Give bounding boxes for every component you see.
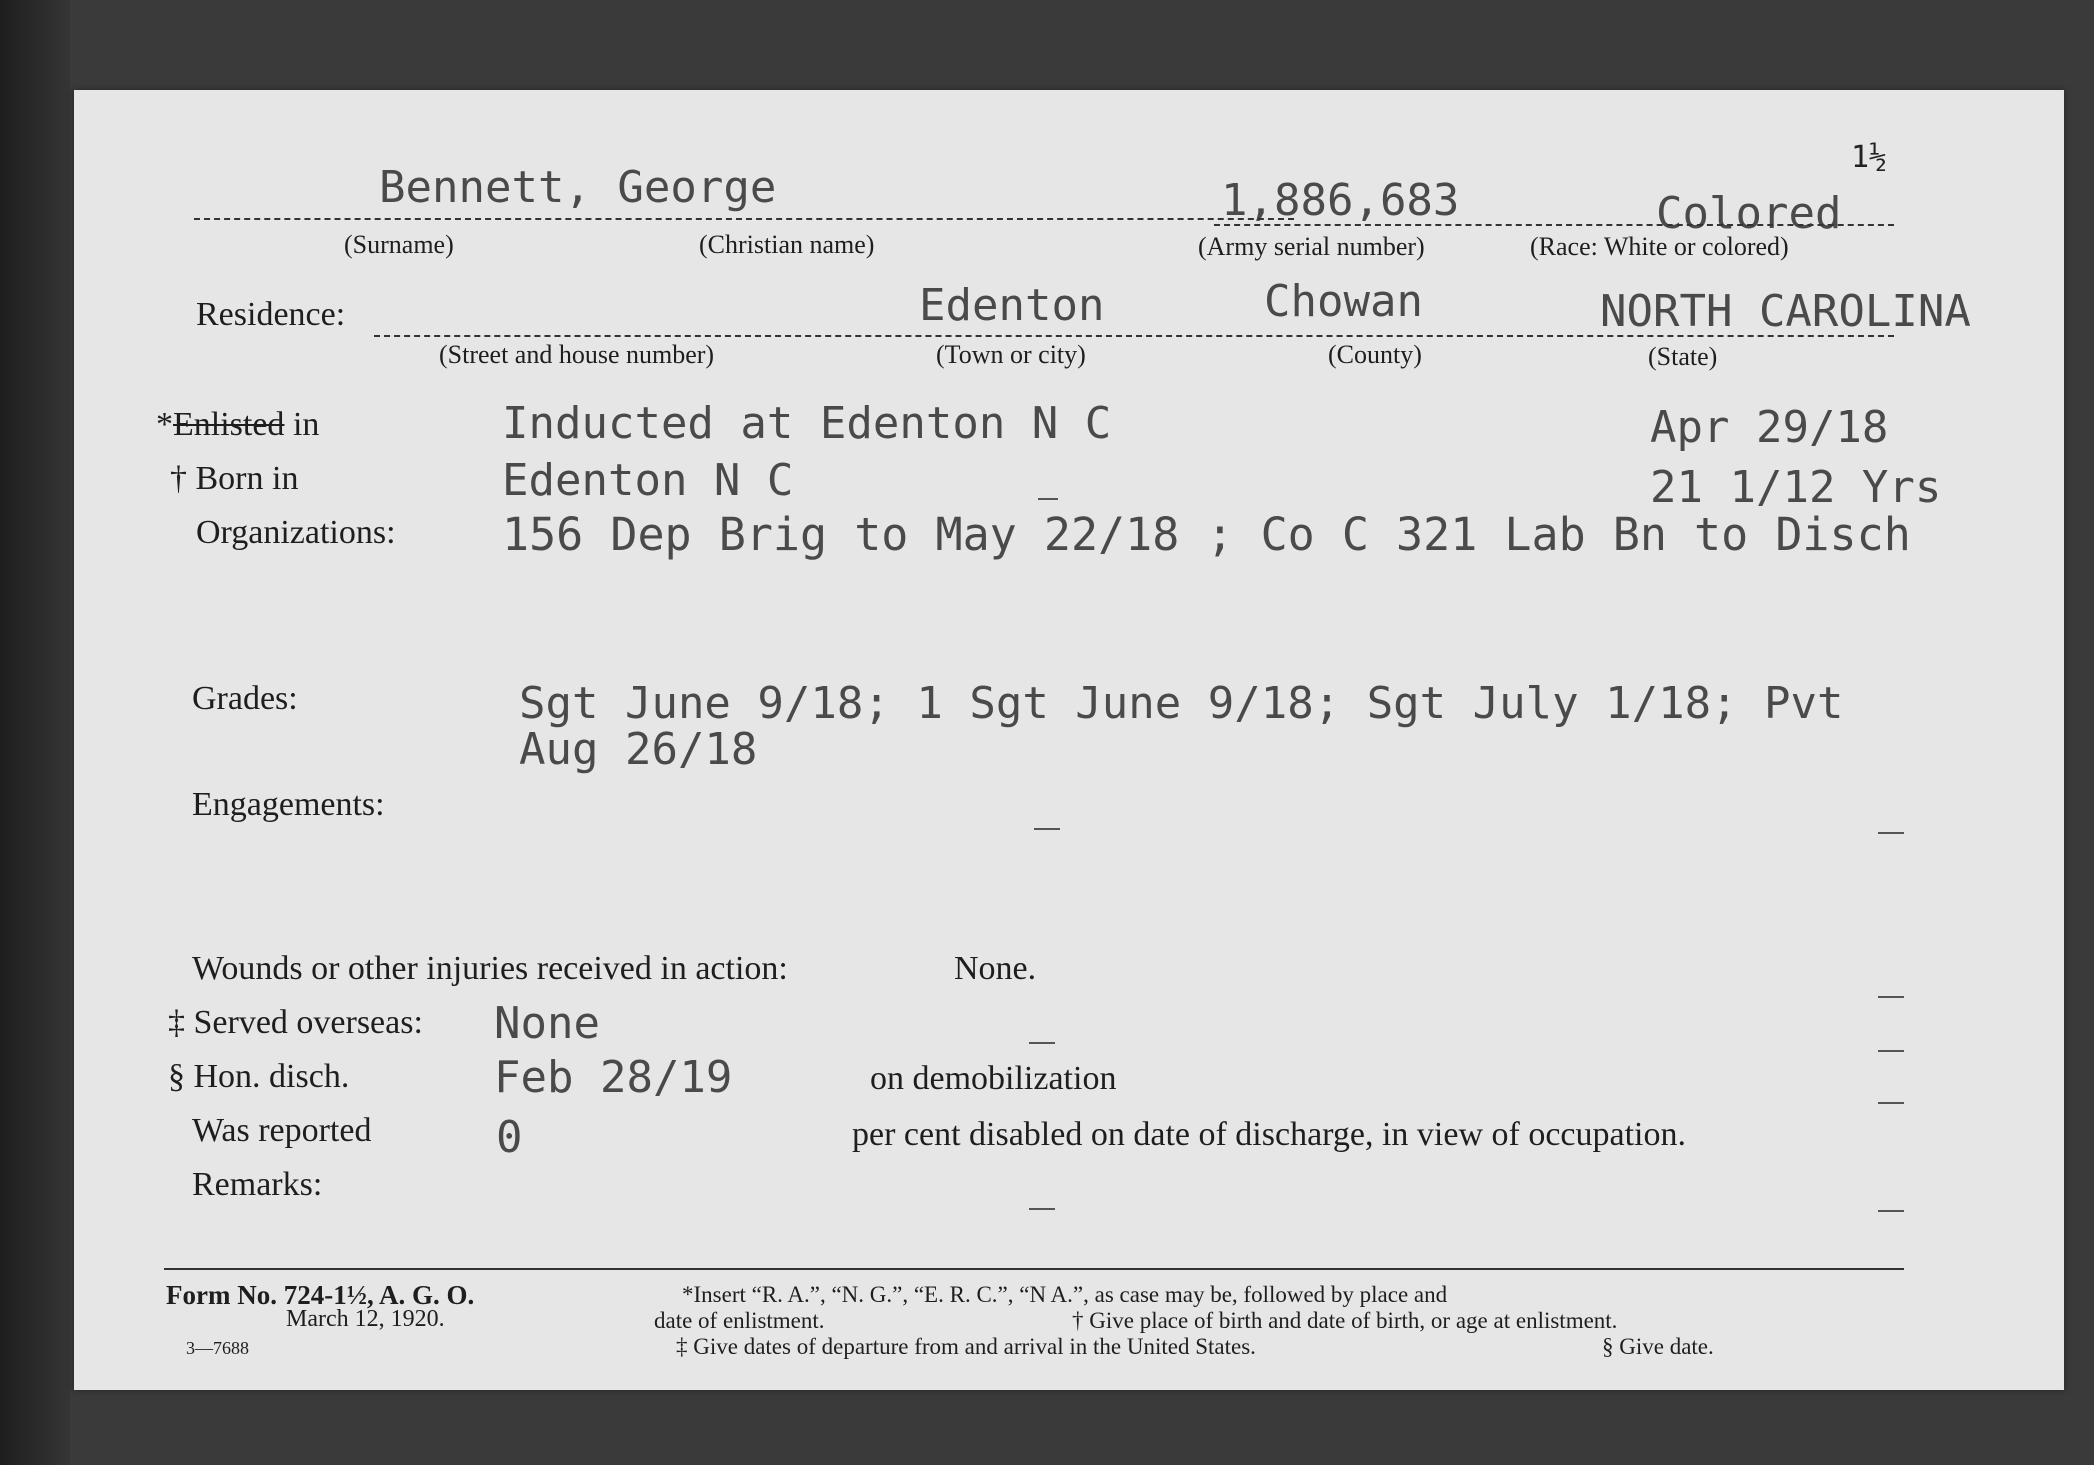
engagements-dash-center xyxy=(1034,828,1060,830)
scan-border xyxy=(0,0,70,1465)
enlisted-date: Apr 29/18 xyxy=(1650,402,1889,453)
caption-county: (County) xyxy=(1328,340,1422,369)
form-code: 3—7688 xyxy=(186,1338,249,1358)
soldier-name: Bennett, George xyxy=(379,162,777,213)
service-record-card xyxy=(74,90,2064,1390)
residence-county: Chowan xyxy=(1264,276,1423,327)
grades-label: Grades: xyxy=(192,680,298,717)
residence-state: NORTH CAROLINA xyxy=(1600,286,1971,337)
remarks-dash-center xyxy=(1029,1208,1055,1210)
overseas-dash-center xyxy=(1029,1042,1055,1044)
caption-street: (Street and house number) xyxy=(439,340,715,369)
overseas-dash-right xyxy=(1878,1050,1904,1052)
footnote-enlistment-date: date of enlistment. xyxy=(654,1308,825,1333)
corner-number: 1½ xyxy=(1851,140,1888,175)
footnote-insert: *Insert “R. A.”, “N. G.”, “E. R. C.”, “N A.”, as case may be, followed by place and xyxy=(682,1282,1448,1307)
caption-christian-name: (Christian name) xyxy=(699,230,875,259)
overseas-value: None xyxy=(494,998,600,1049)
grades-line-1: Sgt June 9/18; 1 Sgt June 9/18; Sgt July 1/18; Pvt xyxy=(519,678,1844,729)
reported-text: per cent disabled on date of discharge, in view of occupation. xyxy=(852,1116,1686,1153)
enlisted-label-rest: in xyxy=(284,406,320,443)
organizations-value: 156 Dep Brig to May 22/18 ; Co C 321 Lab Bn to Disch xyxy=(502,508,1911,561)
caption-state: (State) xyxy=(1648,342,1718,371)
reported-label: Was reported xyxy=(192,1112,372,1149)
born-age: 21 1/12 Yrs xyxy=(1650,462,1942,513)
form-number: Form No. 724-1½, A. G. O. xyxy=(166,1280,475,1310)
discharge-dash xyxy=(1878,1102,1904,1104)
remarks-dash-right xyxy=(1878,1210,1904,1212)
overseas-label: ‡ Served overseas: xyxy=(168,1004,423,1041)
form-date: March 12, 1920. xyxy=(286,1306,445,1332)
discharge-date: Feb 28/19 xyxy=(494,1052,733,1103)
caption-serial: (Army serial number) xyxy=(1198,232,1425,261)
footer-rule xyxy=(164,1268,1904,1270)
enlisted-label xyxy=(156,406,319,444)
remarks-label: Remarks: xyxy=(192,1166,323,1203)
wounds-label: Wounds or other injuries received in action: xyxy=(192,950,788,987)
caption-town: (Town or city) xyxy=(936,340,1086,369)
footnote-overseas: ‡ Give dates of departure from and arrival in the United States. xyxy=(676,1334,1256,1359)
serial-race-line xyxy=(1214,224,1894,226)
reported-value: 0 xyxy=(496,1112,523,1163)
grades-line-2: Aug 26/18 xyxy=(519,724,758,775)
residence-town: Edenton xyxy=(919,280,1105,331)
residence-line xyxy=(374,335,1894,337)
footnote-birth: † Give place of birth and date of birth, or age at enlistment. xyxy=(1072,1308,1618,1333)
army-serial-number: 1,886,683 xyxy=(1221,175,1460,226)
discharge-label: § Hon. disch. xyxy=(168,1058,350,1095)
organizations-label: Organizations: xyxy=(196,514,396,551)
discharge-note: on demobilization xyxy=(870,1060,1117,1097)
enlisted-struck-word: Enlisted xyxy=(173,406,285,443)
caption-surname: (Surname) xyxy=(344,230,454,259)
born-dash xyxy=(1038,498,1058,500)
name-line xyxy=(194,218,1294,220)
residence-label: Residence: xyxy=(196,296,346,333)
race-value: Colored xyxy=(1656,188,1842,239)
wounds-value: None. xyxy=(954,950,1037,987)
engagements-dash-right xyxy=(1878,832,1904,834)
enlisted-marker: * xyxy=(156,406,173,443)
born-label: † Born in xyxy=(170,460,299,497)
footnote-date: § Give date. xyxy=(1602,1334,1714,1359)
wounds-dash xyxy=(1878,996,1904,998)
enlisted-value: Inducted at Edenton N C xyxy=(502,398,1112,449)
born-value: Edenton N C xyxy=(502,455,794,506)
engagements-label: Engagements: xyxy=(192,786,385,823)
caption-race: (Race: White or colored) xyxy=(1530,232,1789,261)
